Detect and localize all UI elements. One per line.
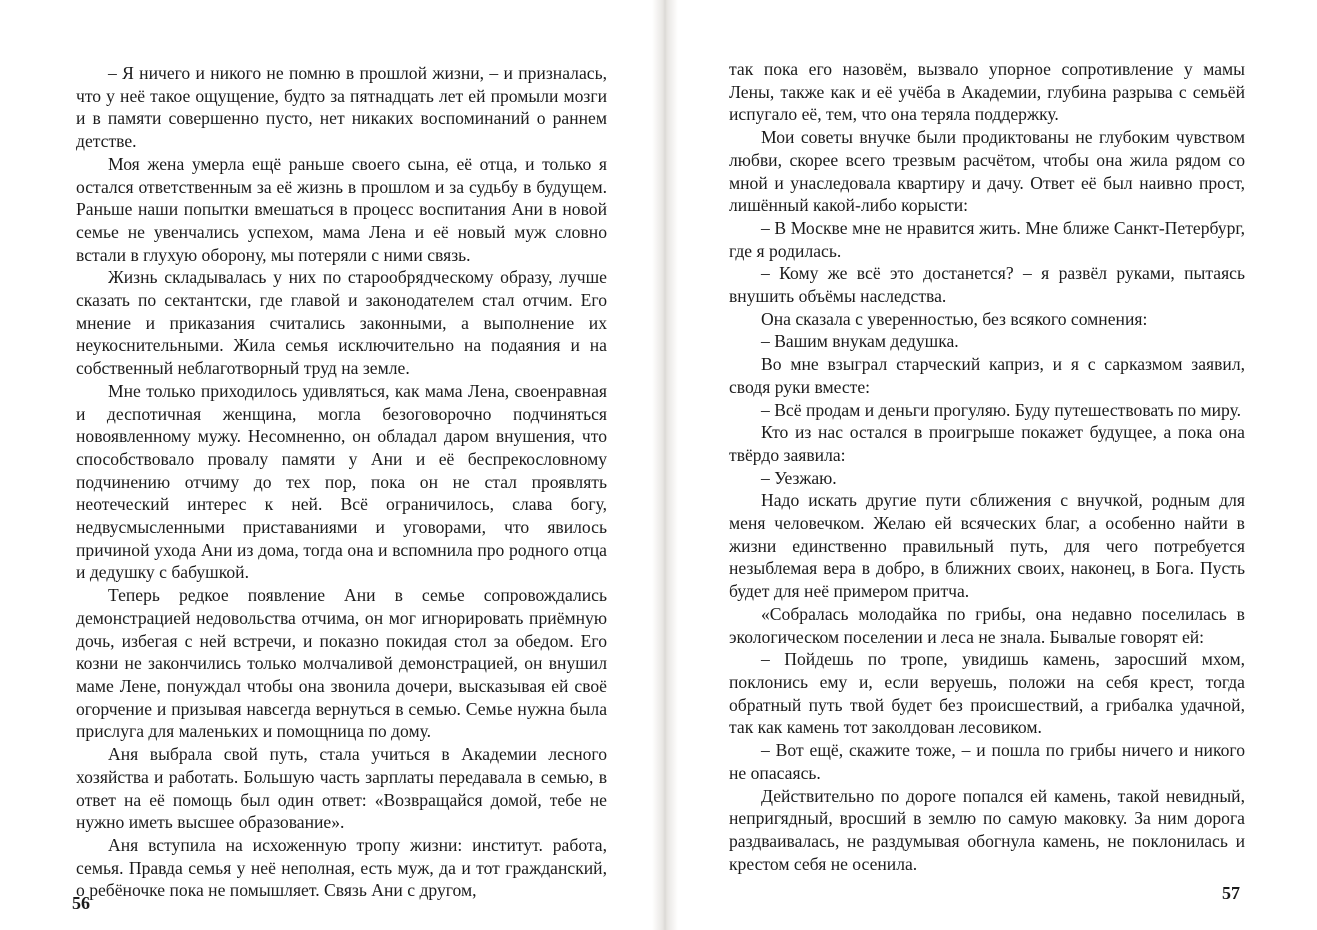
left-page [0,0,652,930]
paragraph: Действительно по дороге попался ей камень, такой невидный, непригядный, вросший в землю по самую маковку. За ним дорога раздваивалась, не раздумывая обогнула камень, не поклонилась и крестом себя не осенила. [729,785,1245,874]
paragraph: Аня выбрала свой путь, стала учиться в Академии лесного хозяйства и работать. Большую часть зарплаты передавала в семью, в ответ на её помощь был один ответ: «Возвращайся домой, тебе не нужно иметь высшее образование». [76,744,607,833]
paragraph: Кто из нас остался в проигрыше покажет будущее, а пока она твёрдо заявила: [729,422,1245,465]
right-page [678,0,1317,930]
paragraph: – Вот ещё, скажите тоже, – и пошла по грибы ничего и никого не опасаясь. [729,740,1245,783]
paragraph: Жизнь складывалась у них по старообрядческому образу, лучше сказать по сектантски, где главой и законодателем стал отчим. Его мнение и приказания считались законными, а выполнение их неукоснительными. Жила семья исключительно на подаяния и на собственный неблаготворный труд на земле. [76,267,607,379]
paragraph: Надо искать другие пути сближения с внучкой, родным для меня человечком. Желаю ей всяческих благ, а особенно найти в жизни единственно правильный путь, для чего потребуется незыблемая вера в добро, в ближних своих, наконец, в Бога. Пусть будет для неё примером притча. [729,490,1245,602]
paragraph: Она сказала с уверенностью, без всякого сомнения: [761,308,1148,329]
paragraph: Моя жена умерла ещё раньше своего сына, её отца, и только я остался ответственным за её жизнь в прошлом и за судьбу в будущем. Раньше наши попытки вмешаться в процесс воспитания Ани в новой семье не увенчались успехом, мама Лена и её новый муж словно встали в глухую оборону, мы потеряли с ними связь. [76,153,607,265]
paragraph: – Уезжаю. [761,467,837,488]
page-number-right: 57 [1222,883,1240,903]
page-number-left: 56 [72,893,90,913]
left-page-text [76,62,607,902]
right-page-text [729,58,1245,875]
paragraph: – Кому же всё это достанется? – я развёл руками, пытаясь внушить объёмы наследства. [729,263,1245,307]
paragraph: «Собралась молодайка по грибы, она недавно поселилась в экологическом поселении и леса не знала. Бывалые говорят ей: [729,603,1245,647]
paragraph: Аня вступила на исхоженную тропу жизни: институт. работа, семья. Правда семья у неё неполная, есть муж, да и тот гражданский, о ребёночке пока не помышляет. Связь Ани с другом, [76,834,607,901]
book-gutter [652,0,678,930]
paragraph: – Я ничего и никого не помню в прошлой жизни, – и призналась, что у неё такое ощущение, будто за пятнадцать лет ей промыли мозги и в памяти совершенно пусто, нет никаких воспоминаний о раннем детстве. [76,63,607,152]
paragraph-continued: так пока его назовём, вызвало упорное сопротивление у мамы Лены, также как и её учёба в Академии, глубина разрыва с семьёй испугало её, тем, что она теряла поддержку. [729,59,1245,125]
paragraph: Мои советы внучке были продиктованы не глубоким чувством любви, скорее всего трезвым расчётом, чтобы она жила рядом со мной и унаследовала квартиру и дачу. Ответ её был наивно прост, лишённый какой-либо корысти: [729,127,1245,216]
paragraph: – В Москве мне не нравится жить. Мне ближе Санкт-Петербург, где я родилась. [729,217,1245,261]
paragraph: – Вашим внукам дедушка. [761,331,959,352]
paragraph: Теперь редкое появление Ани в семье сопровождались демонстрацией недовольства отчима, он мог игнорировать приёмную дочь, избегая с ней встречи, и показно покидая стол за обедом. Его козни не закончились только молчаливой демонстрацией, он внушил маме Лене, понуждал чтобы она звонила дочери, высказывая ей своё огорчение и призывая навсегда вернуться в семью. Семье нужна была прислуга для маленьких и помощница по дому. [76,585,607,742]
paragraph: – Пойдешь по тропе, увидишь камень, заросший мхом, поклонись ему и, если веруешь, положи на себя крест, тогда обратный путь твой будет без происшествий, а грибалка удачной, так как камень тот заколдован лесовиком. [729,649,1245,738]
paragraph: Мне только приходилось удивляться, как мама Лена, своенравная и деспотичная женщина, могла безоговорочно подчиняться новоявленному мужу. Несомненно, он обладал даром внушения, что способствовало провалу памяти у Ани и её беспрекословному подчинению отчиму до тех пор, пока он не стал проявлять неотеческий интерес к ней. Всё ограничилось, слава богу, недвусмысленными приставаниями и уговорами, что явилось причиной ухода Ани из дома, тогда она и вспомнила про родного отца и дедушку с бабушкой. [76,380,607,583]
paragraph: Во мне взыграл старческий каприз, и я с сарказмом заявил, сводя руки вместе: [729,354,1245,397]
paragraph: – Всё продам и деньги прогуляю. Буду путешествовать по миру. [761,399,1242,420]
